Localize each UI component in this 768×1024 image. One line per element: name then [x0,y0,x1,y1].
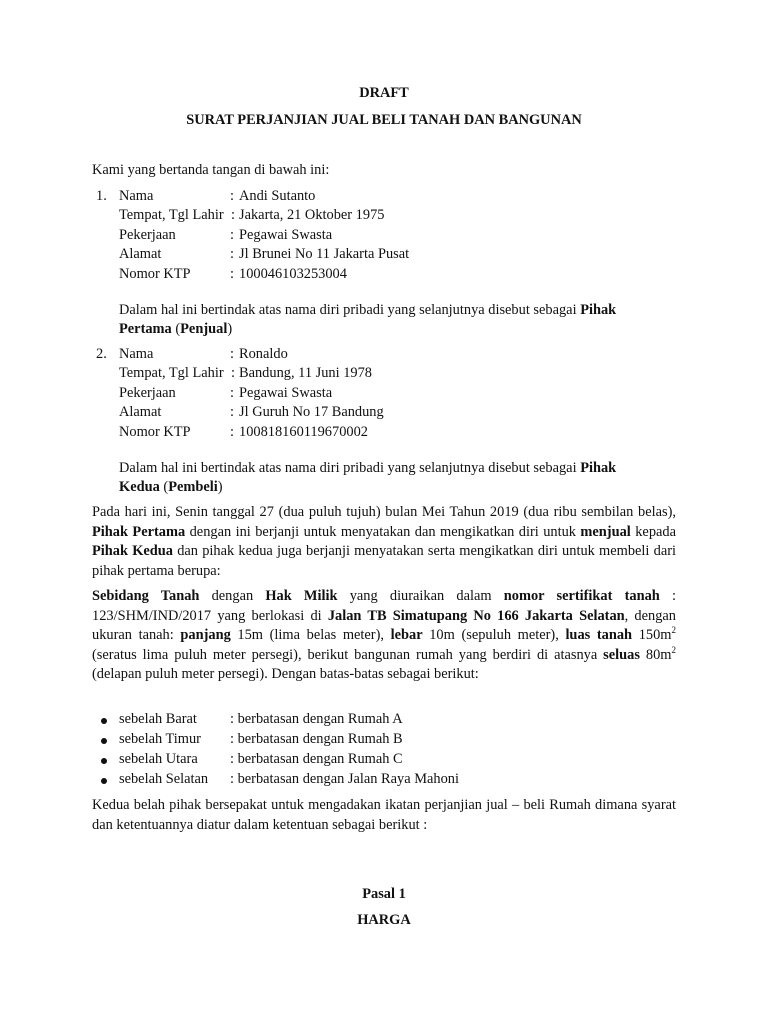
property-text: 80m [639,646,672,663]
party-2-colon: : [230,385,234,401]
party-2-desc-text: Dalam hal ini bertindak atas nama diri pribadi yang selanjutnya disebut sebagai [119,460,577,476]
agreement-bold: Pihak Pertama [92,523,186,540]
border-side: sebelah Barat [119,711,197,727]
party-1-label-nama: Nama [119,188,154,204]
property-bold: Jalan TB Simatupang No 166 Jakarta Selatan [327,607,625,624]
party-1-number: 1. [96,188,107,204]
doc-title: DRAFT [359,85,409,101]
agreement-bold: menjual [580,523,631,540]
property-text: (delapan puluh meter persegi). Dengan batas-batas sebagai berikut: [92,666,479,683]
agreement-text: dan pihak kedua juga berjanji menyatakan serta mengikatkan diri untuk membeli dari pihak pertama berupa: [92,543,676,579]
party-2-pekerjaan: Pegawai Swasta [239,385,333,401]
agreement-text: Pada hari ini, Senin tanggal 27 (dua puluh tujuh) bulan Mei Tahun 2019 (dua ribu sembilan belas), [92,504,676,520]
bullet-icon [101,738,107,744]
party-2-ttl: Bandung, 11 Juni 1978 [239,365,372,381]
property-superscript: 2 [671,625,676,636]
party-1-ktp: 100046103253004 [239,266,347,282]
property-text: yang diuraikan dalam [337,588,504,604]
party-2-number: 2. [96,346,107,362]
party-2-colon: : [230,424,234,440]
party-2-description [119,460,616,477]
property-text: 10m (sepuluh meter), [422,627,566,644]
party-2-label-alamat: Alamat [119,404,162,420]
property-bold: seluas [603,646,640,663]
property-text: 150m [632,627,672,644]
party-1-colon: : [230,227,234,243]
party-2-label-ktp: Nomor KTP [119,424,191,440]
border-side: sebelah Timur [119,731,201,747]
party-2-nama: Ronaldo [239,346,288,362]
party-1-ttl: Jakarta, 21 Oktober 1975 [239,207,385,223]
doc-subtitle: SURAT PERJANJIAN JUAL BELI TANAH DAN BANGUNAN [186,112,582,128]
party-2-ktp: 100818160119670002 [239,424,368,440]
party-2-role-word: Pihak [580,460,617,476]
property-bold: nomor sertifikat tanah [503,588,660,604]
party-1-colon: : [230,246,234,262]
pasal-title: HARGA [357,912,411,928]
party-2-role-name: Kedua [119,479,160,495]
bullet-icon [101,718,107,724]
closing-paragraph: Kedua belah pihak bersepakat untuk mengadakan ikatan perjanjian jual – beli Rumah dimana syarat dan ketentuannya diatur dalam ketentuan sebagai berikut : [92,797,676,833]
party-1-colon: : [230,266,234,282]
party-1-label-ktp: Nomor KTP [119,266,191,282]
party-1-colon: : [231,207,235,223]
border-value: : berbatasan dengan Jalan Raya Mahoni [230,771,459,787]
property-bold: luas tanah [565,627,633,644]
border-side: sebelah Utara [119,751,198,767]
property-paragraph [92,587,676,685]
party-1-role-word: Pihak [580,302,617,318]
party-2-role: Kedua (Pembeli) [119,479,223,495]
party-1-role: Pertama (Penjual) [119,321,233,337]
property-text: 15m (lima belas meter), [230,627,391,644]
party-1-role-name: Pertama [119,321,172,337]
agreement-paragraph [92,503,676,581]
border-value: : berbatasan dengan Rumah C [230,751,403,767]
border-value: : berbatasan dengan Rumah B [230,731,403,747]
party-1-colon: : [230,188,234,204]
party-1-nama: Andi Sutanto [239,188,316,204]
party-1-label-alamat: Alamat [119,246,162,262]
party-2-label-ttl: Tempat, Tgl Lahir [119,365,224,381]
border-side: sebelah Selatan [119,771,209,787]
party-2-colon: : [230,346,234,362]
party-2-alamat: Jl Guruh No 17 Bandung [239,404,384,420]
party-1-label-ttl: Tempat, Tgl Lahir [119,207,224,223]
agreement-bold: Pihak Kedua [92,543,173,560]
party-1-role-type: Penjual [180,321,228,337]
property-text: , dengan ukuran tanah: [92,607,676,644]
party-2-role-type: Pembeli [168,479,218,495]
property-superscript: 2 [671,644,676,655]
property-bold: panjang [180,627,231,644]
party-2-colon: : [230,404,234,420]
party-1-desc-text: Dalam hal ini bertindak atas nama diri pribadi yang selanjutnya disebut sebagai [119,302,577,318]
border-value: : berbatasan dengan Rumah A [230,711,403,727]
party-1-label-pekerjaan: Pekerjaan [119,227,176,243]
agreement-text: kepada [630,523,676,540]
pasal-heading: Pasal 1 [362,886,406,902]
bullet-icon [101,778,107,784]
party-1-description [119,302,616,319]
party-1-alamat: Jl Brunei No 11 Jakarta Pusat [239,246,410,262]
property-bold: Sebidang Tanah [92,588,200,604]
party-2-colon: : [231,365,235,381]
property-text: (seratus lima puluh meter persegi), berikut bangunan rumah yang berdiri di atasnya [92,646,604,663]
party-2-label-pekerjaan: Pekerjaan [119,385,176,401]
bullet-icon [101,758,107,764]
property-text: : 123/SHM/IND/2017 yang berlokasi di [92,588,676,624]
party-1-pekerjaan: Pegawai Swasta [239,227,333,243]
party-2-label-nama: Nama [119,346,154,362]
property-bold: Hak Milik [265,588,338,604]
property-bold: lebar [390,627,423,644]
agreement-text: dengan ini berjanji untuk menyatakan dan mengikatkan diri untuk [185,523,581,540]
property-text: dengan [199,588,266,604]
intro-text: Kami yang bertanda tangan di bawah ini: [92,162,330,178]
